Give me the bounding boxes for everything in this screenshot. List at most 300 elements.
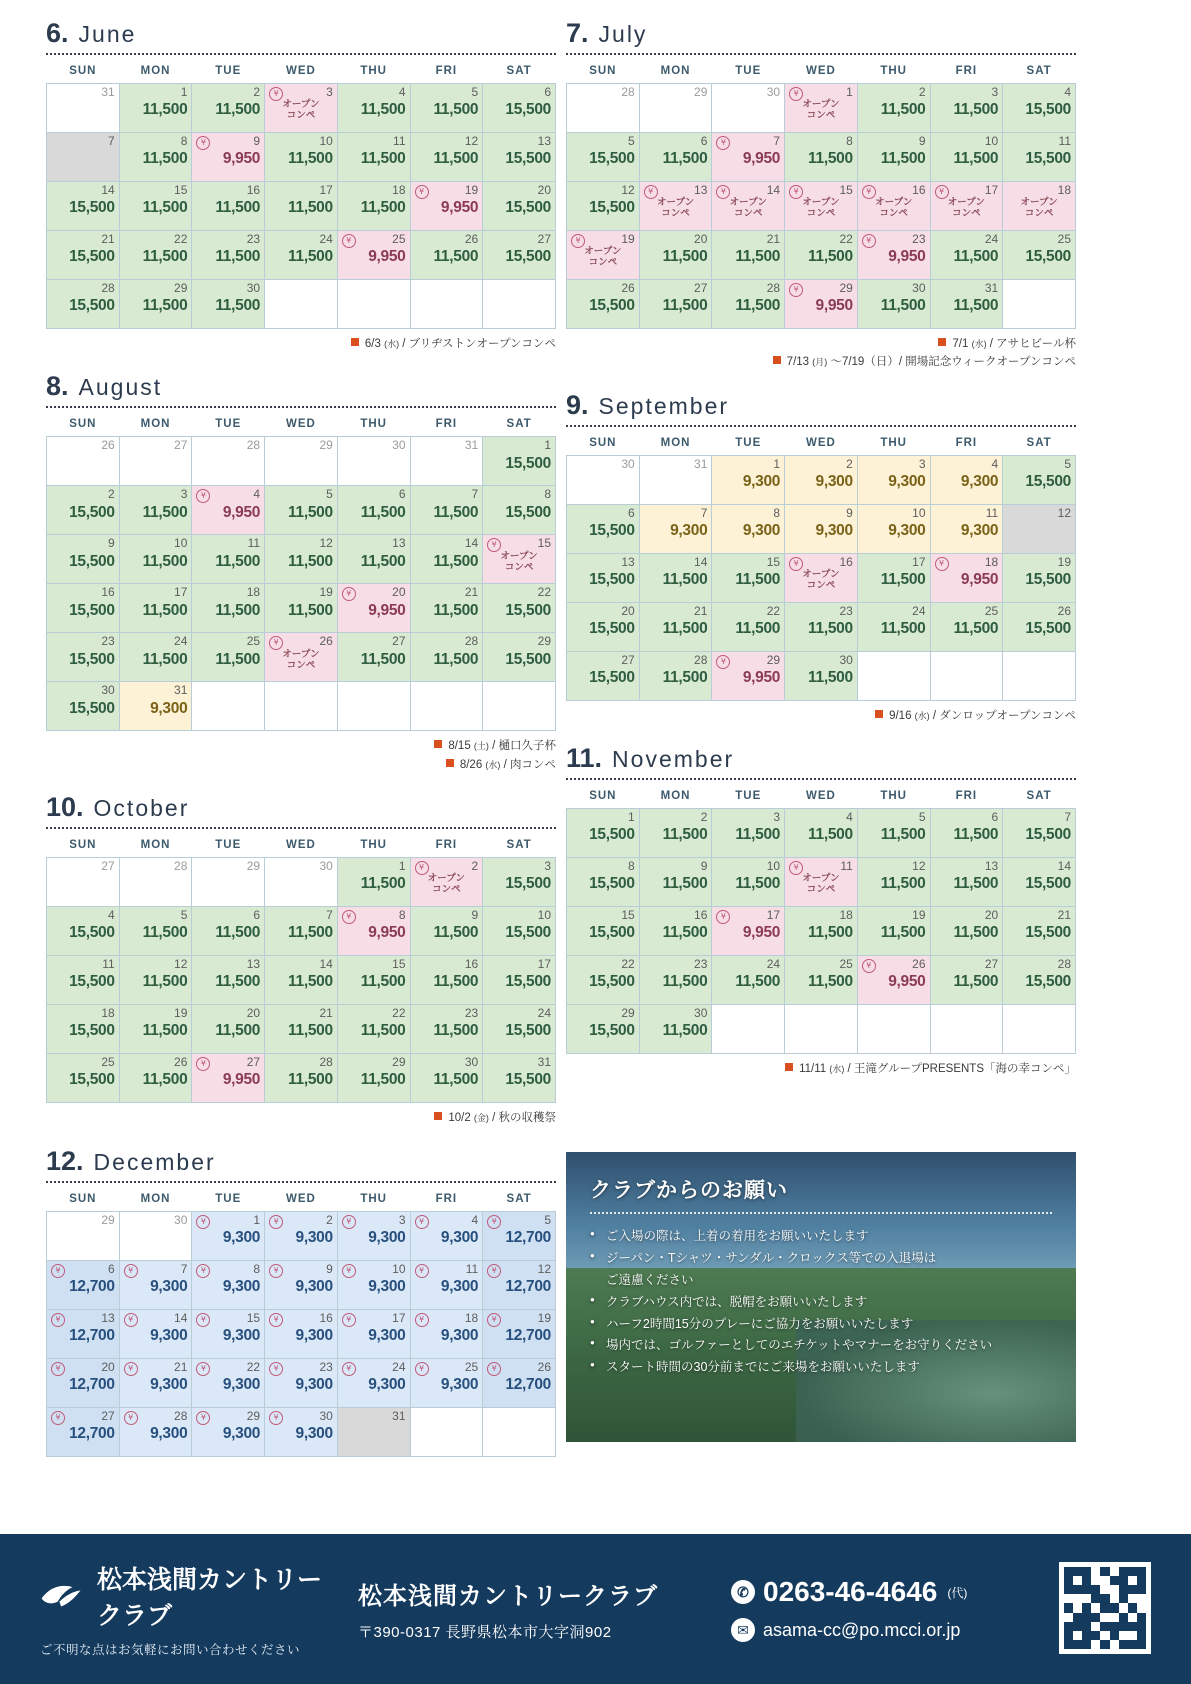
calendar-day-cell[interactable] [639,907,712,956]
calendar-day-cell[interactable] [119,633,192,682]
calendar-day-cell[interactable] [119,1054,192,1103]
calendar-day-cell[interactable] [192,280,265,329]
day-number: 6 [991,810,999,825]
calendar-day-cell[interactable] [192,907,265,956]
calendar-day-cell[interactable] [119,84,192,133]
event-note [566,335,1076,353]
calendar-day-cell[interactable] [337,584,410,633]
day-number: 30 [319,859,333,874]
event-medal-icon: ¥ [862,185,876,199]
calendar-day-cell[interactable] [410,231,483,280]
calendar-day-cell[interactable] [712,907,785,956]
day-number: 27 [984,957,999,972]
calendar-day-cell[interactable] [712,602,785,651]
calendar-day-cell[interactable] [265,486,338,535]
calendar-day-cell[interactable] [119,956,192,1005]
calendar-day-cell[interactable] [1003,182,1076,231]
footer-phone-suffix: (代) [947,1585,968,1600]
calendar-day-cell[interactable] [639,956,712,1005]
calendar-day-cell[interactable] [857,809,930,858]
day-price: 9,300 [150,1277,188,1295]
calendar-day-cell[interactable] [47,486,120,535]
calendar-day-cell[interactable] [567,809,640,858]
calendar-day-cell[interactable] [265,84,338,133]
month-notes [46,737,556,774]
calendar-day-cell[interactable] [785,907,858,956]
calendar-day-cell[interactable] [410,486,483,535]
calendar-day-cell[interactable] [337,907,410,956]
note-bullet-icon [434,1112,442,1120]
qr-module [1100,1631,1109,1640]
calendar-day-cell[interactable] [483,535,556,584]
calendar-cell-empty [857,1005,930,1054]
calendar-day-cell[interactable] [483,1309,556,1358]
calendar-day-cell[interactable] [785,504,858,553]
calendar-day-cell[interactable] [265,907,338,956]
calendar-day-cell[interactable] [930,907,1003,956]
calendar-day-cell[interactable] [410,1054,483,1103]
calendar-day-cell[interactable] [47,633,120,682]
calendar-day-cell[interactable] [265,858,338,907]
calendar-day-cell[interactable] [47,133,120,182]
day-number: 2 [108,487,115,502]
event-note [566,1060,1076,1078]
calendar-day-cell[interactable] [192,84,265,133]
calendar-day-cell[interactable] [47,1005,120,1054]
calendar-day-cell[interactable] [483,907,556,956]
calendar-day-cell[interactable] [119,1407,192,1456]
calendar-day-cell[interactable] [192,231,265,280]
calendar-day-cell[interactable] [712,455,785,504]
calendar-day-cell[interactable] [857,602,930,651]
calendar-day-cell[interactable] [930,504,1003,553]
calendar-day-cell[interactable] [119,858,192,907]
weekday-header-fri: FRI [435,1192,458,1205]
calendar-day-cell[interactable] [567,182,640,231]
day-number: 3 [326,85,333,99]
calendar-day-cell[interactable] [410,1211,483,1260]
calendar-day-cell[interactable] [483,1260,556,1309]
calendar-day-cell[interactable] [119,682,192,731]
day-number: 16 [319,1310,333,1325]
calendar-day-cell[interactable] [337,133,410,182]
calendar-day-cell[interactable] [410,1005,483,1054]
calendar-day-cell[interactable] [47,280,120,329]
calendar-day-cell[interactable] [567,455,640,504]
calendar-day-cell[interactable] [639,602,712,651]
qr-module [1128,1594,1137,1603]
calendar-day-cell[interactable] [47,1358,120,1407]
calendar-day-cell[interactable] [567,651,640,700]
calendar-day-cell[interactable] [483,84,556,133]
calendar-day-cell[interactable] [192,1005,265,1054]
calendar-day-cell[interactable] [119,1358,192,1407]
day-number: 21 [1057,908,1071,923]
calendar-day-cell[interactable] [857,956,930,1005]
calendar-day-cell[interactable] [337,1309,410,1358]
footer [0,1534,1191,1684]
calendar-day-cell[interactable] [119,907,192,956]
calendar-day-cell[interactable] [712,231,785,280]
calendar-day-cell[interactable] [567,231,640,280]
qr-module [1137,1603,1146,1612]
calendar-day-cell[interactable] [567,956,640,1005]
calendar-day-cell[interactable] [410,1358,483,1407]
calendar-day-cell[interactable] [337,858,410,907]
calendar-day-cell[interactable] [712,956,785,1005]
calendar-day-cell[interactable] [930,455,1003,504]
calendar-day-cell[interactable] [192,535,265,584]
calendar-day-cell[interactable] [712,280,785,329]
calendar-day-cell[interactable] [567,1005,640,1054]
calendar-day-cell[interactable] [119,437,192,486]
calendar-day-cell[interactable] [483,133,556,182]
calendar-day-cell[interactable] [639,182,712,231]
calendar-day-cell[interactable] [337,437,410,486]
calendar-day-cell[interactable] [567,858,640,907]
calendar-day-cell[interactable] [483,858,556,907]
calendar-day-cell[interactable] [337,633,410,682]
calendar-day-cell[interactable] [47,956,120,1005]
calendar-day-cell[interactable] [265,1260,338,1309]
calendar-day-cell[interactable] [712,504,785,553]
calendar-week-row [47,437,556,486]
calendar-day-cell[interactable] [857,84,930,133]
calendar-day-cell[interactable] [930,809,1003,858]
calendar-day-cell[interactable] [119,486,192,535]
calendar-day-cell[interactable] [337,231,410,280]
calendar-day-cell[interactable] [639,455,712,504]
calendar-day-cell[interactable] [483,633,556,682]
calendar-day-cell[interactable] [1003,133,1076,182]
day-price: 9,300 [222,1228,261,1246]
day-price: 11,500 [142,1022,188,1040]
calendar-day-cell[interactable] [857,907,930,956]
calendar-day-cell[interactable] [483,1005,556,1054]
calendar-day-cell[interactable] [567,553,640,602]
calendar-day-cell[interactable] [119,231,192,280]
calendar-day-cell[interactable] [337,535,410,584]
calendar-day-cell[interactable] [192,133,265,182]
calendar-day-cell[interactable] [192,437,265,486]
calendar-day-cell[interactable] [265,1309,338,1358]
calendar-day-cell[interactable] [639,84,712,133]
calendar-day-cell[interactable] [639,651,712,700]
calendar-day-cell[interactable] [857,455,930,504]
calendar-day-cell[interactable] [410,584,483,633]
calendar-day-cell[interactable] [567,84,640,133]
calendar-day-cell[interactable] [567,602,640,651]
day-number: 5 [326,487,333,502]
calendar-day-cell[interactable] [1003,602,1076,651]
calendar-day-cell[interactable] [857,553,930,602]
calendar-day-cell[interactable] [930,182,1003,231]
calendar-day-cell[interactable] [712,553,785,602]
day-price: 11,500 [142,150,188,168]
calendar-day-cell[interactable] [483,437,556,486]
calendar-day-cell[interactable] [639,553,712,602]
day-number: 29 [246,859,261,874]
day-price: 11,500 [288,1022,333,1040]
calendar-day-cell[interactable] [639,504,712,553]
day-number: 1 [180,85,188,99]
calendar-day-cell[interactable] [410,1309,483,1358]
calendar-day-cell[interactable] [857,133,930,182]
calendar-day-cell[interactable] [47,1211,120,1260]
calendar-day-cell[interactable] [265,182,338,231]
calendar-day-cell[interactable] [785,133,858,182]
calendar-day-cell[interactable] [192,1358,265,1407]
calendar-day-cell[interactable] [1003,809,1076,858]
calendar-day-cell[interactable] [785,553,858,602]
calendar-day-cell[interactable] [1003,455,1076,504]
calendar-day-cell[interactable] [857,231,930,280]
calendar-day-cell[interactable] [119,133,192,182]
day-price: 15,500 [589,619,635,637]
calendar-day-cell[interactable] [265,1407,338,1456]
calendar-day-cell[interactable] [857,858,930,907]
calendar-day-cell[interactable] [639,280,712,329]
calendar-day-cell[interactable] [192,1260,265,1309]
qr-module [1091,1640,1100,1649]
calendar-day-cell[interactable] [410,858,483,907]
calendar-day-cell[interactable] [337,1005,410,1054]
calendar-day-cell[interactable] [192,1407,265,1456]
calendar-day-cell[interactable] [265,133,338,182]
request-item: ● 場内では、ゴルファーとしてのエチケットやマナーをお守りください [590,1335,1052,1357]
calendar-day-cell[interactable] [712,133,785,182]
calendar-day-cell[interactable] [483,584,556,633]
qr-module [1119,1622,1128,1631]
calendar-day-cell[interactable] [410,182,483,231]
calendar-day-cell[interactable] [119,1005,192,1054]
calendar-day-cell[interactable] [47,1309,120,1358]
calendar-day-cell[interactable] [337,1407,410,1456]
calendar-day-cell[interactable] [483,1358,556,1407]
calendar-day-cell[interactable] [337,1260,410,1309]
calendar-day-cell[interactable] [785,602,858,651]
calendar-day-cell[interactable] [119,1260,192,1309]
day-price: 11,500 [142,101,188,119]
calendar-day-cell[interactable] [410,84,483,133]
event-medal-icon: ¥ [571,234,585,248]
calendar-day-cell[interactable] [337,1358,410,1407]
calendar-day-cell[interactable] [639,1005,712,1054]
calendar-day-cell[interactable] [119,280,192,329]
day-price: 11,500 [215,248,261,266]
calendar-day-cell[interactable] [192,1054,265,1103]
calendar-day-cell[interactable] [337,182,410,231]
calendar-day-cell[interactable] [410,535,483,584]
day-number: 28 [246,438,261,453]
calendar-day-cell[interactable] [265,1211,338,1260]
calendar-day-cell[interactable] [47,682,120,731]
calendar-cell-empty [712,1005,785,1054]
calendar-day-cell[interactable] [47,858,120,907]
day-price: 15,500 [589,1022,635,1040]
calendar-day-cell[interactable] [265,584,338,633]
calendar-day-cell[interactable] [337,486,410,535]
calendar-day-cell[interactable] [567,280,640,329]
day-price: 15,500 [505,1022,551,1040]
day-number: 13 [392,536,406,551]
calendar-day-cell[interactable] [192,1211,265,1260]
calendar-day-cell[interactable] [1003,907,1076,956]
calendar-day-cell[interactable] [192,633,265,682]
day-number: 1 [773,456,781,471]
calendar-day-cell[interactable] [192,956,265,1005]
day-price: 9,950 [222,150,261,168]
calendar-day-cell[interactable] [47,231,120,280]
qr-module [1082,1594,1091,1603]
calendar-day-cell[interactable] [785,231,858,280]
calendar-day-cell[interactable] [712,182,785,231]
calendar-day-cell[interactable] [857,504,930,553]
calendar-day-cell[interactable] [337,1211,410,1260]
calendar-day-cell[interactable] [337,956,410,1005]
calendar-day-cell[interactable] [192,584,265,633]
day-number: 1 [253,1212,261,1227]
calendar-day-cell[interactable] [410,633,483,682]
day-price: 11,500 [662,668,708,686]
calendar-day-cell[interactable] [119,584,192,633]
calendar-day-cell[interactable] [567,907,640,956]
calendar-day-cell[interactable] [785,809,858,858]
calendar-cell-empty [1003,1005,1076,1054]
calendar-day-cell[interactable] [47,907,120,956]
calendar-day-cell[interactable] [47,1260,120,1309]
calendar-day-cell[interactable] [567,133,640,182]
calendar-day-cell[interactable] [930,602,1003,651]
calendar-day-cell[interactable] [47,1054,120,1103]
calendar-day-cell[interactable] [410,133,483,182]
calendar-day-cell[interactable] [265,535,338,584]
calendar-day-cell[interactable] [1003,504,1076,553]
day-number: 10 [766,859,781,874]
calendar-day-cell[interactable] [930,858,1003,907]
qr-module [1091,1622,1100,1631]
calendar-day-cell[interactable] [930,280,1003,329]
calendar-day-cell[interactable] [712,84,785,133]
calendar-day-cell[interactable] [483,956,556,1005]
day-number: 5 [180,908,188,923]
calendar-day-cell[interactable] [192,858,265,907]
qr-module [1128,1622,1137,1631]
calendar-day-cell[interactable] [47,437,120,486]
calendar-day-cell[interactable] [857,182,930,231]
calendar-day-cell[interactable] [785,455,858,504]
calendar-day-cell[interactable] [483,1211,556,1260]
calendar-day-cell[interactable] [639,858,712,907]
weekday-header-sun: SUN [589,65,617,77]
calendar-day-cell[interactable] [337,1054,410,1103]
calendar-day-cell[interactable] [712,809,785,858]
calendar-day-cell[interactable] [785,858,858,907]
calendar-day-cell[interactable] [930,133,1003,182]
calendar-day-cell[interactable] [192,182,265,231]
calendar-day-cell[interactable] [47,584,120,633]
calendar-day-cell[interactable] [930,84,1003,133]
calendar-day-cell[interactable] [785,280,858,329]
calendar-day-cell[interactable] [47,182,120,231]
calendar-day-cell[interactable] [857,280,930,329]
calendar-day-cell[interactable] [785,956,858,1005]
calendar-day-cell[interactable] [483,1054,556,1103]
day-price: 11,500 [433,150,479,168]
calendar-day-cell[interactable] [1003,858,1076,907]
day-number: 11 [247,536,261,551]
calendar-day-cell[interactable] [1003,553,1076,602]
day-number: 28 [174,1408,188,1423]
note-text: 11/11 (水) / 王滝グループPRESENTS「海の幸コンペ」 [799,1063,1076,1076]
calendar-day-cell[interactable] [410,956,483,1005]
calendar-day-cell[interactable] [1003,84,1076,133]
calendar-day-cell[interactable] [192,486,265,535]
calendar-day-cell[interactable] [265,1054,338,1103]
day-number: 22 [246,1359,261,1374]
calendar-day-cell[interactable] [119,1211,192,1260]
calendar-day-cell[interactable] [712,651,785,700]
calendar-table [566,433,1076,701]
calendar-day-cell[interactable] [265,437,338,486]
calendar-day-cell[interactable] [265,633,338,682]
calendar-day-cell[interactable] [785,651,858,700]
calendar-day-cell[interactable] [567,504,640,553]
calendar-day-cell[interactable] [785,84,858,133]
calendar-day-cell[interactable] [639,133,712,182]
calendar-day-cell[interactable] [483,486,556,535]
calendar-day-cell[interactable] [119,1309,192,1358]
weekday-header-wed: WED [806,65,836,77]
calendar-day-cell[interactable] [265,1005,338,1054]
calendar-day-cell[interactable] [785,182,858,231]
calendar-day-cell[interactable] [930,231,1003,280]
day-number: 24 [392,1359,406,1374]
weekday-header-thu: THU [880,790,907,803]
day-price: 9,950 [742,150,781,168]
compe-label: オープン コンペ [427,873,465,896]
calendar-day-cell[interactable] [639,231,712,280]
calendar-day-cell[interactable] [192,1309,265,1358]
calendar-day-cell[interactable] [1003,956,1076,1005]
calendar-day-cell[interactable] [265,1358,338,1407]
calendar-day-cell[interactable] [930,553,1003,602]
calendar-day-cell[interactable] [265,231,338,280]
weekday-header-sat: SAT [1026,790,1052,803]
calendar-day-cell[interactable] [337,84,410,133]
calendar-day-cell[interactable] [930,956,1003,1005]
calendar-day-cell[interactable] [712,858,785,907]
calendar-day-cell[interactable] [1003,231,1076,280]
calendar-day-cell[interactable] [47,84,120,133]
calendar-cell-empty [1003,280,1076,329]
calendar-day-cell[interactable] [265,956,338,1005]
calendar-week-row [47,486,556,535]
calendar-day-cell[interactable] [410,1260,483,1309]
calendar-day-cell[interactable] [47,535,120,584]
calendar-day-cell[interactable] [47,1407,120,1456]
calendar-day-cell[interactable] [119,535,192,584]
day-number: 7 [471,487,479,502]
calendar-day-cell[interactable] [639,809,712,858]
qr-module [1082,1613,1091,1622]
day-price: 9,300 [368,1228,406,1246]
calendar-day-cell[interactable] [483,231,556,280]
calendar-day-cell[interactable] [410,907,483,956]
calendar-day-cell[interactable] [119,182,192,231]
calendar-day-cell[interactable] [410,437,483,486]
calendar-day-cell[interactable] [483,182,556,231]
